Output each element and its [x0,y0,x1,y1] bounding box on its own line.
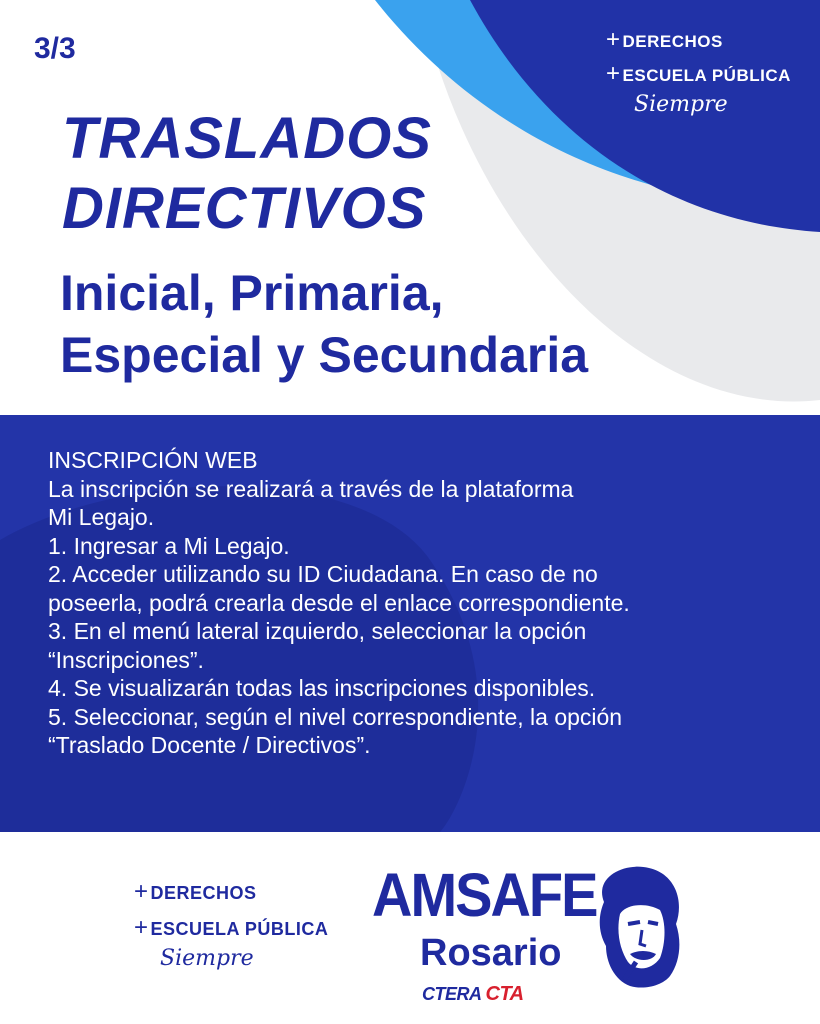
slogan-top [606,26,791,117]
subtitle-line-1: Inicial, Primaria, [60,265,444,321]
instruction-line: “Traslado Docente / Directivos”. [48,732,371,758]
title-line-1: TRASLADOS [62,106,432,171]
slogan-escuela-publica: ESCUELA PÚBLICA [150,919,329,939]
instruction-line: poseerla, podrá crearla desde el enlace correspondiente. [48,589,630,616]
instruction-line: 5. Seleccionar, según el nivel correspondiente, la opción [48,703,623,730]
title-line-2: DIRECTIVOS [62,176,427,241]
logo-orgs [422,983,524,1006]
slogan-derechos: DERECHOS [622,32,723,51]
instruction-line: Mi Legajo. [48,504,155,530]
portrait-icon [584,862,688,990]
instruction-line: 3. En el menú lateral izquierdo, seleccionar la opción [48,618,587,644]
page-number: 3/3 [34,32,76,65]
instruction-line: La inscripción se realizará a través de la plataforma [48,475,574,502]
plus-mark: + [606,26,621,53]
slogan-bottom [134,878,328,971]
instructions-text [48,446,808,760]
instruction-line: 2. Acceder utilizando su ID Ciudadana. En caso de no [48,561,598,587]
plus-mark: + [134,914,149,941]
slogan-derechos: DERECHOS [150,883,257,903]
plus-mark: + [134,878,149,905]
logo-amsafe: AMSAFE [372,859,597,930]
instructions-heading: INSCRIPCIÓN WEB [48,447,258,473]
plus-mark: + [606,60,621,87]
logo-ctera: CTERA [422,984,482,1004]
slogan-siempre: Siempre [160,946,254,971]
subtitle-line-2: Especial y Secundaria [60,327,589,383]
instruction-line: “Inscripciones”. [48,646,204,673]
slogan-siempre: Siempre [634,92,728,117]
logo-rosario: Rosario [420,932,562,974]
page-subtitle [60,262,588,386]
instruction-line: 4. Se visualizarán todas las inscripciones disponibles. [48,675,596,701]
slogan-escuela-publica: ESCUELA PÚBLICA [622,66,791,85]
instruction-line: 1. Ingresar a Mi Legajo. [48,532,290,559]
page-title [62,104,432,244]
logo-cta: CTA [485,983,524,1005]
